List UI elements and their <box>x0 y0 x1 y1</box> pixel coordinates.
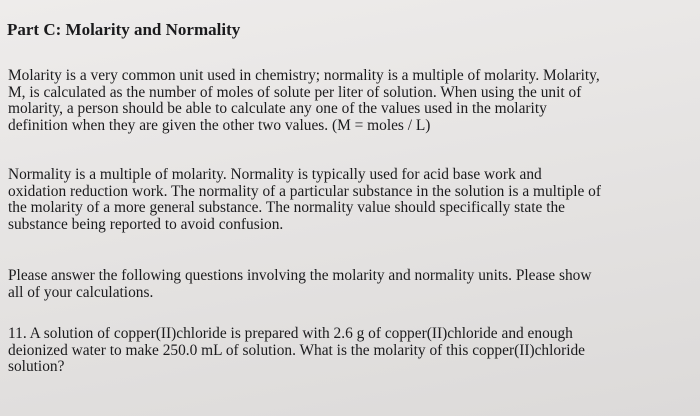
text-line: Molarity is a very common unit used in chemistry; normality is a multiple of molarity. Molarity, <box>8 67 600 84</box>
text-line: substance being reported to avoid confusion. <box>8 215 284 233</box>
text-line: solution? <box>8 358 65 376</box>
text-line: Please answer the following questions involving the molarity and normality units. Please show <box>8 267 592 284</box>
text-line: definition when they are given the other two values. (M = moles / L) <box>8 116 431 134</box>
instructions-paragraph <box>8 268 692 301</box>
text-line: molarity, a person should be able to calculate any one of the values used in the molarity <box>8 100 547 118</box>
text-line: Normality is a multiple of molarity. Normality is typically used for acid base work and <box>8 166 542 183</box>
text-line: deionized water to make 250.0 mL of solution. What is the molarity of this copper(II)chloride <box>8 341 585 359</box>
text-line: all of your calculations. <box>8 283 154 301</box>
section-title: Part C: Molarity and Normality <box>7 20 241 39</box>
text-line: oxidation reduction work. The normality of a particular substance in the solution is a multiple of <box>8 182 601 200</box>
normality-paragraph <box>8 167 692 233</box>
text-line: 11. A solution of copper(II)chloride is prepared with 2.6 g of copper(II)chloride and enough <box>8 325 573 342</box>
text-line: the molarity of a more general substance. The normality value should specifically state the <box>8 199 566 217</box>
text-line: M, is calculated as the number of moles of solute per liter of solution. When using the unit of <box>8 83 582 101</box>
question-11 <box>8 326 692 376</box>
molarity-paragraph <box>8 68 692 134</box>
